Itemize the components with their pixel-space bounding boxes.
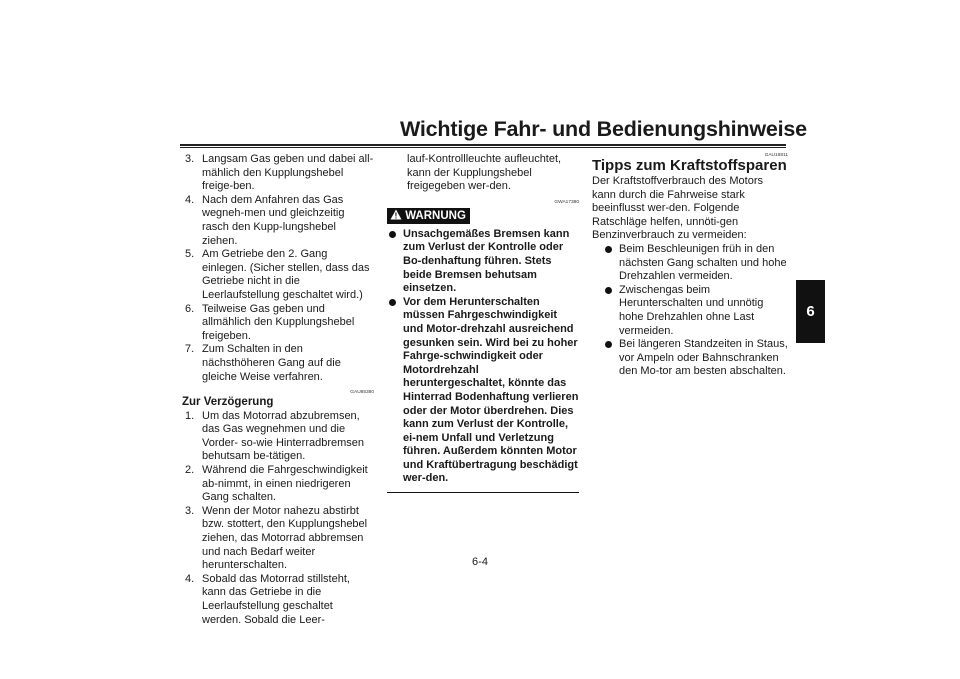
reference-code: GAU85380 bbox=[350, 390, 374, 396]
continuation-text: lauf-Kontrollleuchte aufleuchtet, kann der Kupplungshebel freigegeben wer-den. bbox=[407, 153, 562, 193]
list-item: 3. Langsam Gas geben und dabei all-mählich den Kupplungshebel freige-ben. bbox=[185, 153, 374, 193]
bullet-icon bbox=[389, 299, 396, 306]
bullet-icon bbox=[605, 287, 612, 294]
bullet-icon bbox=[605, 341, 612, 348]
chapter-tab: 6 bbox=[796, 280, 825, 343]
header-rule-thin bbox=[180, 147, 786, 148]
bullet-icon bbox=[389, 231, 396, 238]
list-item: 6. Teilweise Gas geben und allmählich den Kupplungshebel freigeben. bbox=[185, 302, 355, 342]
svg-text:!: ! bbox=[394, 211, 398, 220]
reference-code: GAU16811 bbox=[764, 153, 788, 158]
list-item: Zwischengas beim Herunterschalten und unnötig hohe Drehzahlen ohne Last vermeiden. bbox=[603, 284, 788, 338]
tips-list bbox=[592, 243, 788, 379]
steps-start-list bbox=[182, 153, 374, 384]
list-item: Beim Beschleunigen früh in den nächsten Gang schalten und hohe Drehzahlen vermeiden. bbox=[603, 243, 788, 284]
bullet-icon bbox=[605, 246, 612, 253]
list-item: 4. Nach dem Anfahren das Gas wegneh-men und gleichzeitig rasch den Kupp-lungshebel ziehen. bbox=[185, 193, 345, 247]
column-2 bbox=[387, 153, 579, 493]
intro-paragraph: Der Kraftstoffverbrauch des Motors kann durch die Fahrweise stark beeinflusst wer-den. Folgende Ratschläge helfen, unnöti-gen Benzinverbrauch zu vermeiden: bbox=[592, 175, 763, 242]
warning-badge bbox=[387, 208, 470, 224]
header-rule bbox=[180, 144, 786, 146]
list-item: Unsachgemäßes Bremsen kann zum Verlust der Kontrolle oder Bo-denhaftung führen. Stets beide Bremsen behutsam einsetzen. bbox=[387, 228, 579, 296]
steps-decel-list bbox=[182, 410, 374, 628]
reference-code: GWA17380 bbox=[554, 199, 579, 205]
column-1 bbox=[182, 153, 374, 627]
page-title: Wichtige Fahr- und Bedienungshinweise bbox=[400, 117, 807, 141]
warning-list bbox=[387, 228, 579, 486]
column-3 bbox=[592, 153, 788, 379]
list-item: 4. Sobald das Motorrad stillsteht, kann das Getriebe in die Leerlaufstellung geschaltet werden. Sobald die Leer- bbox=[185, 572, 350, 626]
list-item: 1. Um das Motorrad abzubremsen, das Gas wegnehmen und die Vorder- so-wie Hinterradbremsen behutsam be-tätigen. bbox=[185, 409, 365, 463]
list-item: 2. Während die Fahrgeschwindigkeit ab-nimmt, in einen niedrigeren Gang schalten. bbox=[185, 464, 368, 504]
section-subheading: Zur Verzögerung bbox=[182, 396, 274, 409]
list-item: 7. Zum Schalten in den nächsthöheren Gang auf die gleiche Weise verfahren. bbox=[185, 343, 341, 383]
warning-header bbox=[387, 208, 579, 224]
list-item: Vor dem Herunterschalten müssen Fahrgeschwindigkeit und Motor-drehzahl ausreichend gesunken sein. Wird bei zu hoher Fahrge-schwindigkeit oder Motordrehzahl heruntergeschaltet, könnte das Hinterrad Bodenhaftung verlieren oder der Motor überdrehen. Dies kann zum Verlust der Kontrolle, ei-nem Unfall und Verletzung führen. Außerdem könnten Motor und Kraftübertragung beschädigt wer-den. bbox=[387, 296, 579, 486]
warning-bottom-rule bbox=[387, 492, 579, 493]
list-item: 5. Am Getriebe den 2. Gang einlegen. (Sicher stellen, dass das Getriebe nicht in die Leerlaufstellung geschaltet wird.) bbox=[185, 248, 370, 301]
section-title: Tipps zum Kraftstoffsparen bbox=[592, 157, 787, 174]
list-item: 3. Wenn der Motor nahezu abstirbt bzw. stottert, den Kupplungshebel ziehen, das Motorrad abbremsen und nach Bedarf weiter herunterschalten. bbox=[185, 504, 368, 572]
warning-triangle-icon bbox=[390, 209, 402, 220]
list-item: Bei längeren Standzeiten in Staus, vor Ampeln oder Bahnschranken den Mo-tor am besten abschalten. bbox=[603, 338, 788, 379]
page-number: 6-4 bbox=[472, 556, 488, 568]
warning-label: WARNUNG bbox=[405, 209, 466, 222]
